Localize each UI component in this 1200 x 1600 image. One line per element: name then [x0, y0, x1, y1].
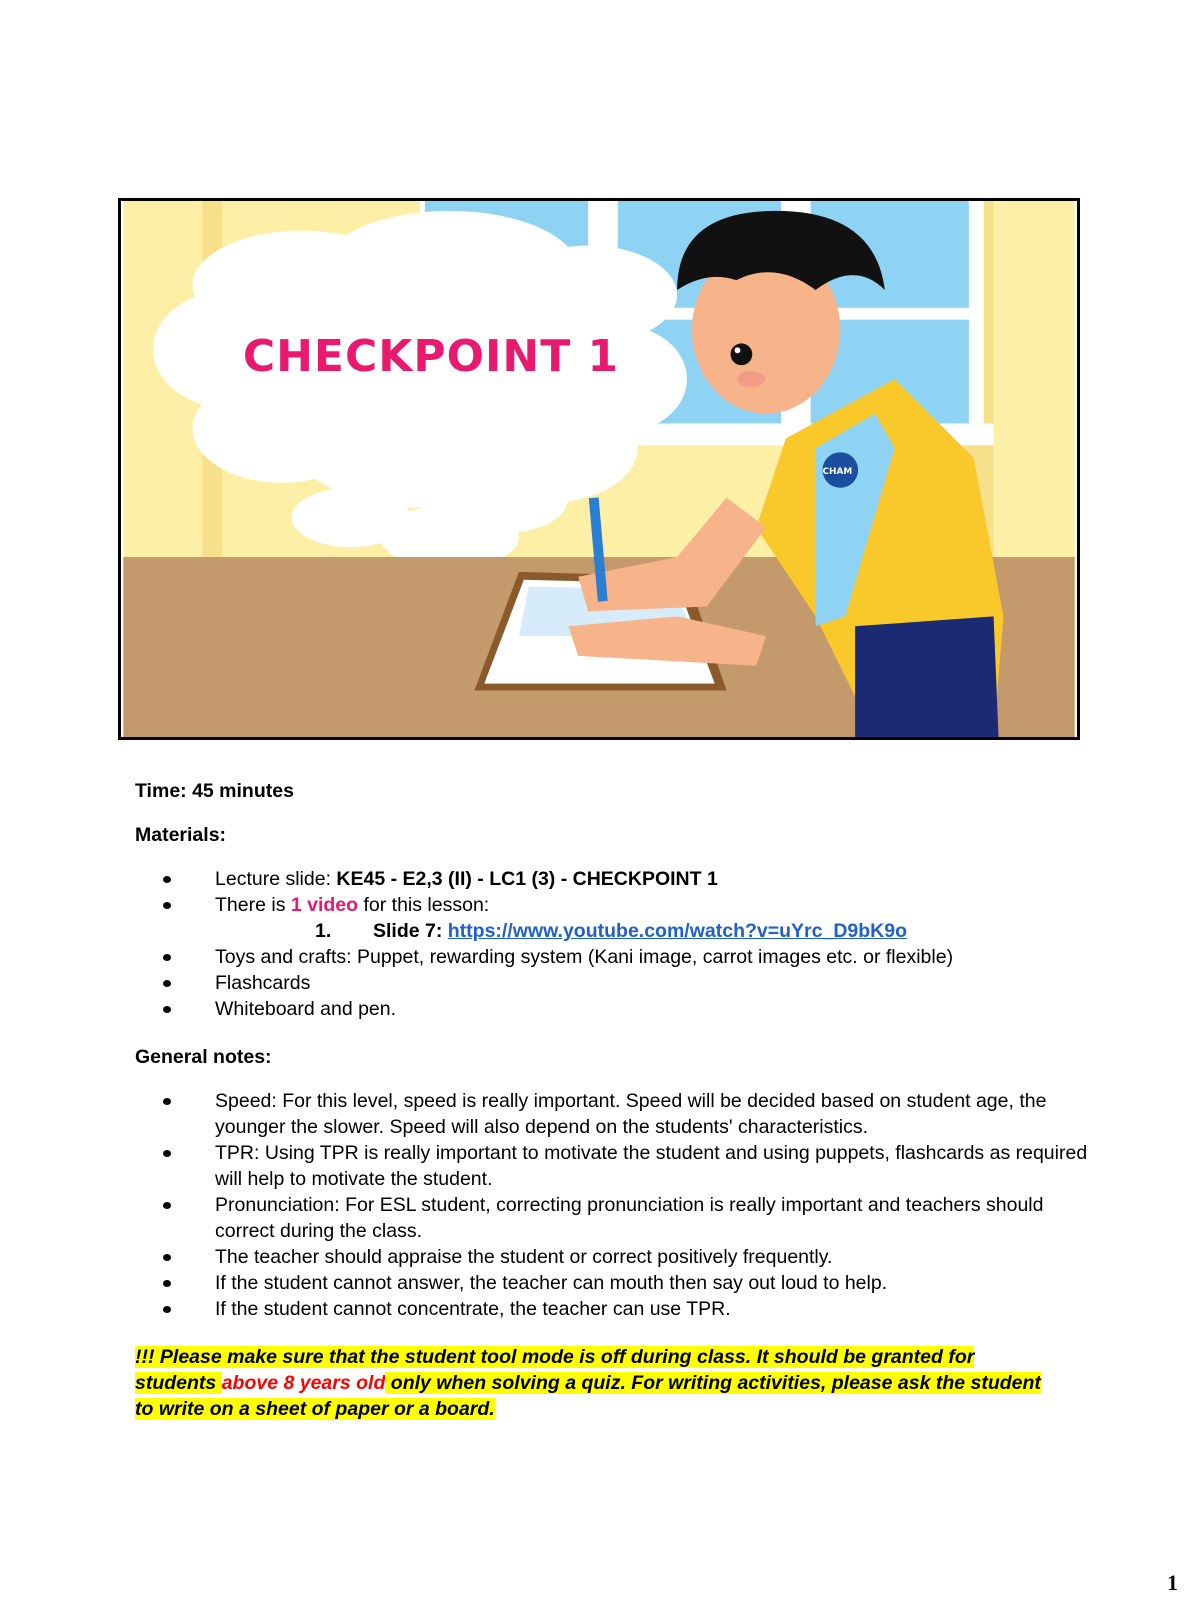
tool-mode-warning: !!! Please make sure that the student tool mode is off during class. It should be granted for students above 8 years old only when solving a quiz. For writing activities, please ask the student to write on a sheet of paper or a board. [135, 1346, 1041, 1420]
youtube-link[interactable]: https://www.youtube.com/watch?v=uYrc_D9bK9o [447, 920, 908, 942]
list-item: Lecture slide: KE45 - E2,3 (II) - LC1 (3) - CHECKPOINT 1 [135, 866, 1095, 892]
list-item: If the student cannot answer, the teacher can mouth then say out loud to help. [135, 1270, 1095, 1296]
materials-heading: Materials: [135, 824, 227, 846]
list-item: Flashcards [135, 970, 1095, 996]
cover-illustration [118, 198, 1080, 740]
lecture-slide-name: KE45 - E2,3 (II) - LC1 (3) - CHECKPOINT 1 [336, 868, 718, 890]
lesson-content [135, 778, 1095, 1422]
general-notes-heading: General notes: [135, 1046, 272, 1068]
age-highlight: above 8 years old [221, 1372, 386, 1394]
list-item: 1. Slide 7: https://www.youtube.com/watch?v=uYrc_D9bK9o [315, 920, 908, 942]
list-item: There is 1 video for this lesson: 1. Slide 7: https://www.youtube.com/watch?v=uYrc_D9bK9o [135, 892, 1095, 944]
page-number: 1 [1167, 1570, 1178, 1595]
materials-list [135, 866, 1095, 1022]
list-item: Toys and crafts: Puppet, rewarding system (Kani image, carrot images etc. or flexible) [135, 944, 1095, 970]
list-item: TPR: Using TPR is really important to motivate the student and using puppets, flashcards as required will help to motivate the student. [135, 1140, 1095, 1192]
list-item: Whiteboard and pen. [135, 996, 1095, 1022]
notes-list [135, 1088, 1095, 1322]
list-item: Pronunciation: For ESL student, correcting pronunciation is really important and teachers should correct during the class. [135, 1192, 1095, 1244]
list-item: If the student cannot concentrate, the teacher can use TPR. [135, 1296, 1095, 1322]
list-item: The teacher should appraise the student or correct positively frequently. [135, 1244, 1095, 1270]
video-count: 1 video [290, 894, 359, 916]
time-line: Time: 45 minutes [135, 780, 294, 802]
list-item: Speed: For this level, speed is really important. Speed will be decided based on student age, the younger the slower. Speed will also depend on the students' characteristics. [135, 1088, 1095, 1140]
badge-text: CHAM [822, 466, 853, 477]
video-list [215, 918, 1095, 944]
checkpoint-title: CHECKPOINT 1 [242, 331, 620, 382]
classroom-scene [121, 201, 1077, 737]
